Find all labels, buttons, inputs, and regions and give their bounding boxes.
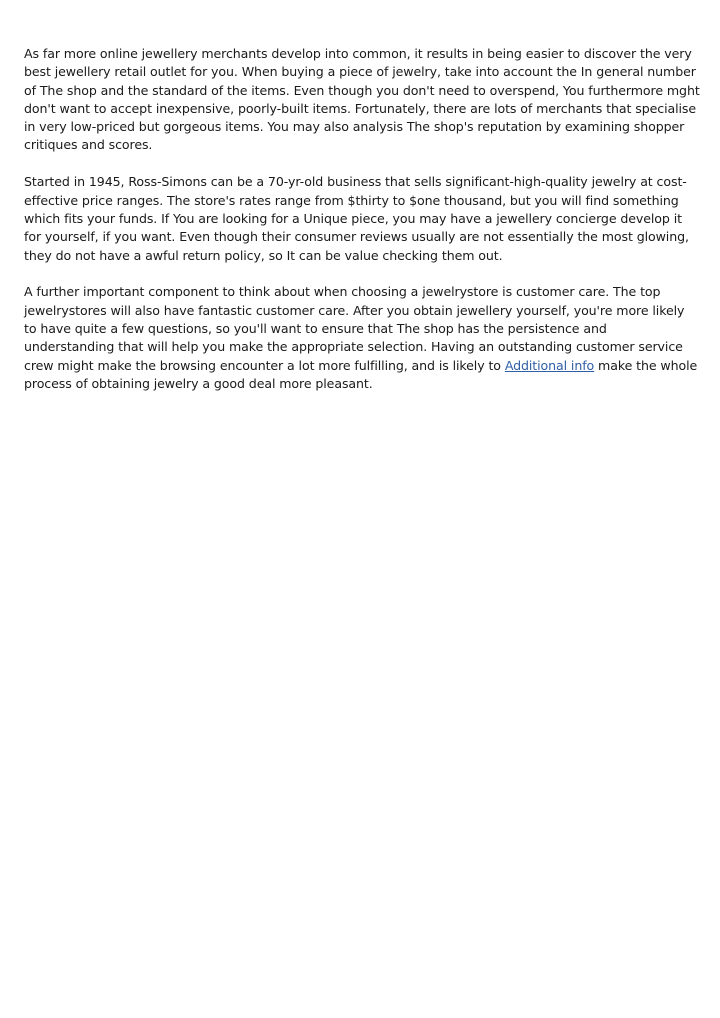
paragraph-2-text: Started in 1945, Ross-Simons can be a 70-yr-old business that sells significant-high-quality jewelry at cost-effective price ranges. The store's rates range from $thirty to $one thousand, but you will find something which fits your funds. If You are looking for a Unique piece, you may have a jewellery concierge develop it for yourself, if you want. Even though their consumer reviews usually are not essentially the most glowing, they do not have a awful return policy, so It can be value checking them out. <box>24 174 689 263</box>
document-body <box>24 45 700 412</box>
paragraph-1 <box>24 45 700 155</box>
paragraph-1-text: As far more online jewellery merchants develop into common, it results in being easier to discover the very best jewellery retail outlet for you. When buying a piece of jewelry, take into account the In general number of The shop and the standard of the items. Even though you don't need to overspend, You furthermore mght don't want to accept inexpensive, poorly-built items. Fortunately, there are lots of merchants that specialise in very low-priced but gorgeous items. You may also analysis The shop's reputation by examining shopper critiques and scores. <box>24 46 700 153</box>
paragraph-3-text-after-link: make the whole process of obtaining jewelry a good deal more pleasant. <box>24 357 698 391</box>
additional-info-link[interactable]: Additional info <box>504 357 595 373</box>
paragraph-3-text-before-link: A further important component to think about when choosing a jewelrystore is customer care. The top jewelrystores will also have fantastic customer care. After you obtain jewellery yourself, you're more likely to have quite a few questions, so you'll want to ensure that The shop has the persistence and understanding that will help you make the appropriate selection. Having an outstanding customer service crew might make the browsing encounter a lot more fulfilling, and is likely to <box>24 284 685 373</box>
paragraph-2 <box>24 173 700 264</box>
paragraph-3 <box>24 283 700 393</box>
